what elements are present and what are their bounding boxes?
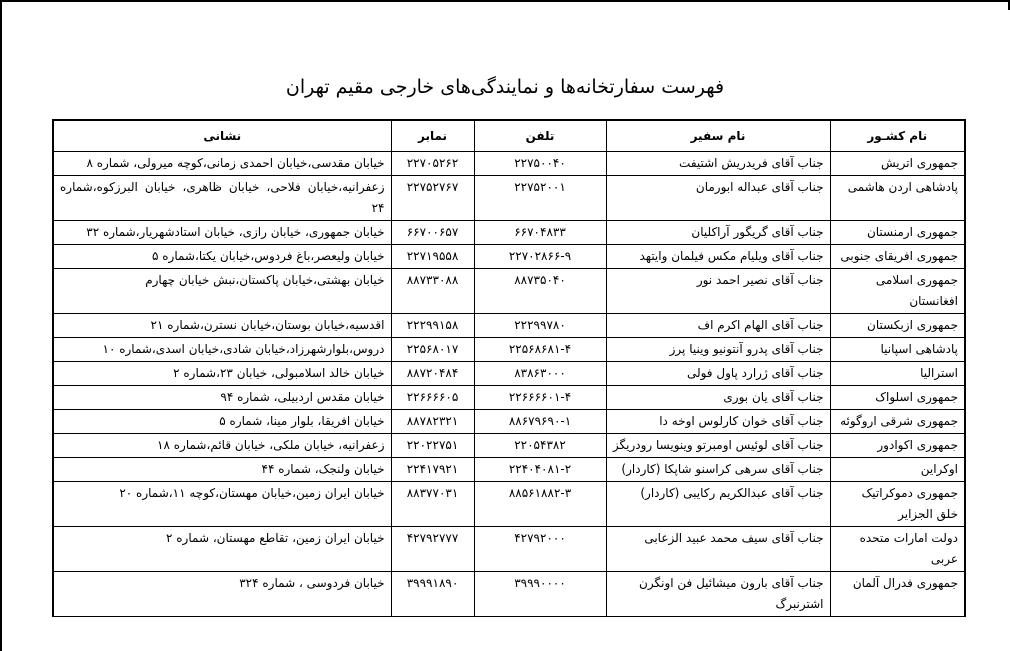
phone-cell: ۲۲۶۶۶۶۰۱-۴	[474, 386, 606, 410]
address-cell: دروس،بلوارشهرزاد،خیابان شادی،خیابان اسدی،شماره ۱۰	[53, 338, 391, 362]
country-cell: جمهوری افریقای جنوبی	[830, 245, 965, 269]
document-title: فهرست سفارتخانه‌ها و نمایندگی‌های خارجی مقیم تهران	[285, 76, 725, 98]
ambassador-cell: جناب آقای ویلیام مکس فیلمان وایتهد	[606, 245, 830, 269]
fax-cell: ۲۲۷۵۲۷۶۷	[391, 176, 474, 221]
country-cell: پادشاهی اردن هاشمی	[830, 176, 965, 221]
address-cell: خیابان بهشتی،خیابان پاکستان،نبش خیابان چهارم	[53, 269, 391, 314]
table-row	[53, 152, 965, 176]
phone-cell: ۸۸۶۷۹۶۹۰-۱	[474, 410, 606, 434]
address-cell: اقدسیه،خیابان بوستان،خیابان نسترن،شماره ۲۱	[53, 314, 391, 338]
address-cell: خیابان جمهوری، خیابان رازی، خیابان استادشهریار،شماره ۳۲	[53, 221, 391, 245]
fax-cell: ۸۸۷۳۳۰۸۸	[391, 269, 474, 314]
table-row	[53, 176, 965, 221]
country-cell: جمهوری فدرال آلمان	[830, 572, 965, 617]
fax-cell: ۶۶۷۰۰۶۵۷	[391, 221, 474, 245]
fax-cell: ۸۸۳۷۷۰۳۱	[391, 482, 474, 527]
table-row	[53, 572, 965, 617]
fax-cell: ۸۸۷۲۰۴۸۴	[391, 362, 474, 386]
address-cell: خیابان ولیعصر،باغ فردوس،خیابان یکتا،شماره ۵	[53, 245, 391, 269]
table-row	[53, 386, 965, 410]
ambassador-cell: جناب آقای سیف محمد عبید الزعابی	[606, 527, 830, 572]
table-row	[53, 314, 965, 338]
ambassador-cell: جناب آقای سرهی کراسنو شاپکا (کاردار)	[606, 458, 830, 482]
phone-cell: ۸۸۷۳۵۰۴۰	[474, 269, 606, 314]
header-fax: نمابر	[391, 120, 474, 152]
ambassador-cell: جناب آقای پدرو آنتونیو وینیا پرز	[606, 338, 830, 362]
address-cell: خیابان ایران زمین، تقاطع مهستان، شماره ۲	[53, 527, 391, 572]
country-cell: جمهوری اسلواک	[830, 386, 965, 410]
phone-cell: ۲۲۷۵۰۰۴۰	[474, 152, 606, 176]
phone-cell: ۲۲۷۰۲۸۶۶-۹	[474, 245, 606, 269]
fax-cell: ۲۲۷۱۹۵۵۸	[391, 245, 474, 269]
table-header-row	[53, 120, 965, 152]
ambassador-cell: جناب آقای فریدریش اشتیفت	[606, 152, 830, 176]
header-ambassador: نام سفیر	[606, 120, 830, 152]
phone-cell: ۳۹۹۹۰۰۰۰	[474, 572, 606, 617]
embassy-table	[52, 119, 966, 617]
country-cell: استرالیا	[830, 362, 965, 386]
ambassador-cell: جناب آقای عبداله ابورمان	[606, 176, 830, 221]
ambassador-cell: جناب آقای عبدالکریم رکایبی (کاردار)	[606, 482, 830, 527]
phone-cell: ۲۲۴۰۴۰۸۱-۲	[474, 458, 606, 482]
table-row	[53, 527, 965, 572]
header-address: نشانی	[53, 120, 391, 152]
fax-cell: ۲۲۶۶۶۶۰۵	[391, 386, 474, 410]
phone-cell: ۴۲۷۹۲۰۰۰	[474, 527, 606, 572]
phone-cell: ۲۲۷۵۲۰۰۱	[474, 176, 606, 221]
address-cell: زعفرانیه، خیابان ملکی، خیابان قائم،شماره ۱۸	[53, 434, 391, 458]
address-cell: خیابان فردوسی ، شماره ۳۲۴	[53, 572, 391, 617]
address-cell: خیابان ولنجک، شماره ۴۴	[53, 458, 391, 482]
country-cell: جمهوری ارمنستان	[830, 221, 965, 245]
country-cell: جمهوری شرقی اروگوئه	[830, 410, 965, 434]
country-cell: جمهوری اسلامی افغانستان	[830, 269, 965, 314]
table-row	[53, 269, 965, 314]
country-cell: جمهوری اتریش	[830, 152, 965, 176]
phone-cell: ۲۲۰۵۴۳۸۲	[474, 434, 606, 458]
ambassador-cell: جناب آقای الهام اکرم اف	[606, 314, 830, 338]
fax-cell: ۲۲۲۹۹۱۵۸	[391, 314, 474, 338]
ambassador-cell: جناب آقای گریگور آراکلیان	[606, 221, 830, 245]
address-cell: خیابان خالد اسلامبولی، خیابان ۲۳،شماره ۲	[53, 362, 391, 386]
table-row	[53, 458, 965, 482]
ambassador-cell: جناب آقای ژرارد پاول فولی	[606, 362, 830, 386]
country-cell: جمهوری دموکراتیک خلق الجزایر	[830, 482, 965, 527]
phone-cell: ۸۸۵۶۱۸۸۲-۳	[474, 482, 606, 527]
table-row	[53, 221, 965, 245]
table-row	[53, 434, 965, 458]
address-cell: زعفرانیه،خیابان فلاحی، خیابان ظاهری، خیابان البرزکوه،شماره ۲۴	[53, 176, 391, 221]
phone-cell: ۸۳۸۶۳۰۰۰	[474, 362, 606, 386]
fax-cell: ۲۲۷۰۵۲۶۲	[391, 152, 474, 176]
address-cell: خیابان ایران زمین،خیابان مهستان،کوچه ۱۱،شماره ۲۰	[53, 482, 391, 527]
ambassador-cell: جناب آقای یان بوری	[606, 386, 830, 410]
address-cell: خیابان مقدسی،خیابان احمدی زمانی،کوچه میرولی، شماره ۸	[53, 152, 391, 176]
country-cell: دولت امارات متحده عربی	[830, 527, 965, 572]
header-phone: تلفن	[474, 120, 606, 152]
table-row	[53, 245, 965, 269]
phone-cell: ۶۶۷۰۴۸۳۳	[474, 221, 606, 245]
country-cell: اوکراین	[830, 458, 965, 482]
page-top-border	[0, 0, 1010, 2]
country-cell: جمهوری اکوادور	[830, 434, 965, 458]
fax-cell: ۲۲۵۶۸۰۱۷	[391, 338, 474, 362]
ambassador-cell: جناب آقای نصیر احمد نور	[606, 269, 830, 314]
fax-cell: ۲۲۴۱۷۹۲۱	[391, 458, 474, 482]
ambassador-cell: جناب آقای لوئیس اومبرتو وینویسا رودریگز	[606, 434, 830, 458]
address-cell: خیابان مقدس اردبیلی، شماره ۹۴	[53, 386, 391, 410]
ambassador-cell: جناب آقای بارون میشائیل فن اونگرن اشترنبرگ	[606, 572, 830, 617]
fax-cell: ۸۸۷۸۲۳۲۱	[391, 410, 474, 434]
ambassador-cell: جناب آقای خوان کارلوس اوخه دا	[606, 410, 830, 434]
phone-cell: ۲۲۲۹۹۷۸۰	[474, 314, 606, 338]
fax-cell: ۳۹۹۹۱۸۹۰	[391, 572, 474, 617]
fax-cell: ۴۲۷۹۲۷۷۷	[391, 527, 474, 572]
country-cell: جمهوری ازبکستان	[830, 314, 965, 338]
address-cell: خیابان افریقا، بلوار مینا، شماره ۵	[53, 410, 391, 434]
phone-cell: ۲۲۵۶۸۶۸۱-۴	[474, 338, 606, 362]
country-cell: پادشاهی اسپانیا	[830, 338, 965, 362]
fax-cell: ۲۲۰۲۲۷۵۱	[391, 434, 474, 458]
table-row	[53, 410, 965, 434]
table-row	[53, 482, 965, 527]
table-row	[53, 362, 965, 386]
header-country: نام کشـور	[830, 120, 965, 152]
table-row	[53, 338, 965, 362]
